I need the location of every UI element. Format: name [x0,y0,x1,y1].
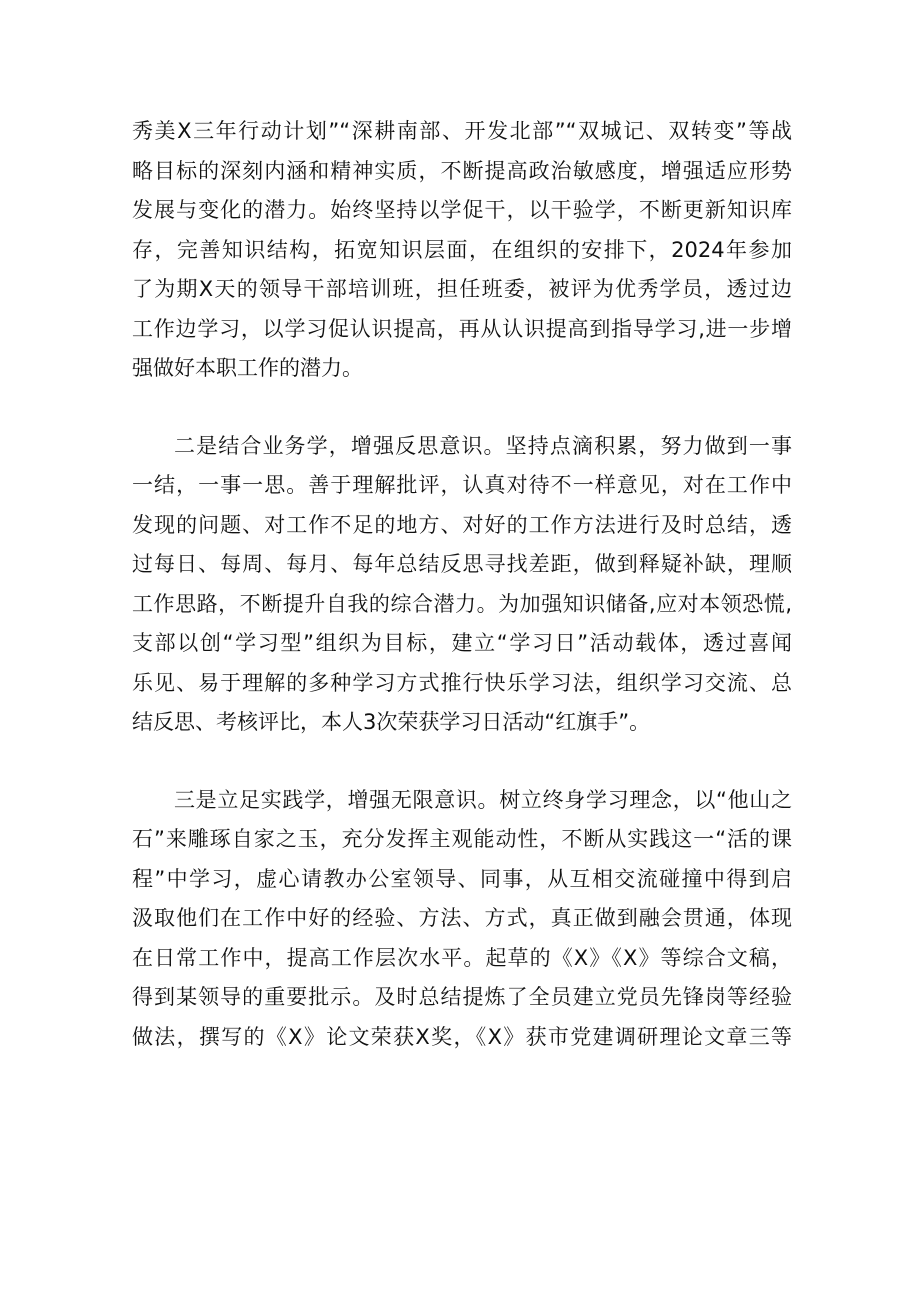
paragraph-3 [132,781,792,1058]
text-line: 乐见、易于理解的多种学习方式推行快乐学习法，组织学习交流、总 [132,670,792,695]
text-line: 程”中学习，虚心请教办公室领导、同事，从互相交流碰撞中得到启 [132,866,792,891]
text-line: 结反思、考核评比，本人3次荣获学习日活动“红旗手”。 [132,710,651,734]
text-line: 略目标的深刻内涵和精神实质，不断提高政治敏感度，增强适应形势 [132,158,792,183]
text-line: 强做好本职工作的潜力。 [132,356,363,380]
text-line: 一结，一事一思。善于理解批评，认真对待不一样意见，对在工作中 [132,473,792,497]
text-line: 汲取他们在工作中好的经验、方法、方式，真正做到融会贯通，体现 [132,906,792,930]
text-line: 工作思路，不断提升自我的综合潜力。为加强知识储备,应对本领恐慌, [132,591,792,616]
text-line: 发展与变化的潜力。始终坚持以学促干，以干验学，不断更新知识库 [132,198,792,222]
body-text [132,112,792,1057]
text-line: 支部以创“学习型”组织为目标，建立“学习日”活动载体，透过喜闻 [132,631,792,655]
text-line: 秀美X三年行动计划”“深耕南部、开发北部”“双城记、双转变”等战 [132,119,792,143]
text-line: 二是结合业务学，增强反思意识。坚持点滴积累，努力做到一事 [174,433,792,458]
text-line: 在日常工作中，提高工作层次水平。起草的《X》《X》等综合文稿， [132,945,792,970]
text-line: 过每日、每周、每月、每年总结反思寻找差距，做到释疑补缺，理顺 [132,552,792,576]
text-line: 石”来雕琢自家之玉，充分发挥主观能动性，不断从实践这一“活的课 [132,827,792,851]
text-line: 三是立足实践学，增强无限意识。树立终身学习理念，以“他山之 [174,787,792,812]
text-line: 了为期X天的领导干部培训班，担任班委，被评为优秀学员，透过边 [132,277,792,301]
text-line: 发现的问题、对工作不足的地方、对好的工作方法进行及时总结，透 [132,512,792,537]
paragraph-2 [132,427,792,743]
paragraph-1 [132,112,792,389]
text-line: 工作边学习，以学习促认识提高，再从认识提高到指导学习,进一步增 [132,316,792,341]
text-line: 存，完善知识结构，拓宽知识层面，在组织的安排下，2024年参加 [132,237,792,262]
text-line: 做法，撰写的《X》论文荣获X奖，《X》获市党建调研理论文章三等 [132,1024,792,1049]
text-line: 得到某领导的重要批示。及时总结提炼了全员建立党员先锋岗等经验 [132,985,792,1009]
paragraph-gap [132,389,792,427]
paragraph-gap [132,743,792,781]
